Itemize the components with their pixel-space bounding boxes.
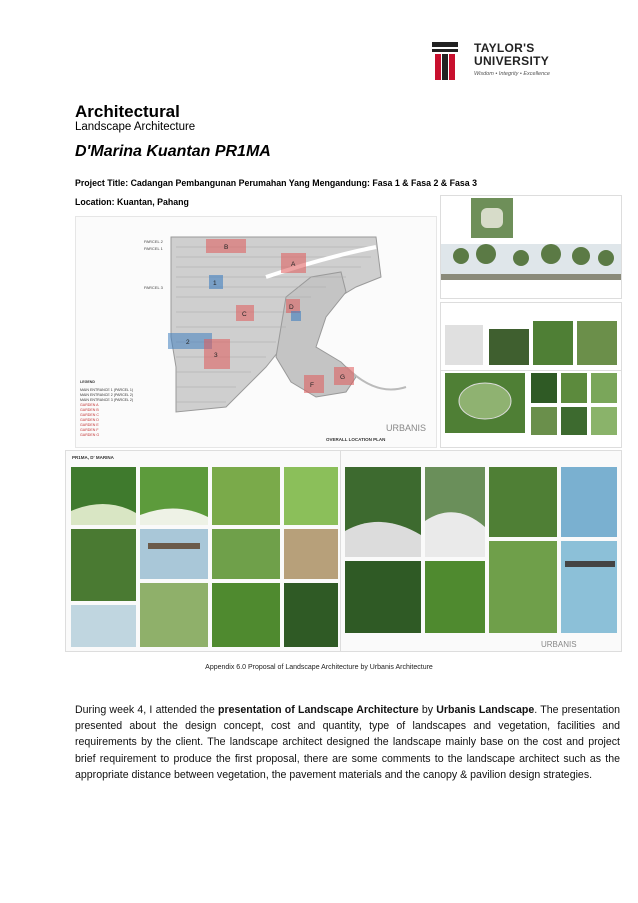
- legend-item: GARDEN G: [80, 433, 100, 437]
- parcel-label: PARCEL 1: [144, 246, 163, 251]
- logo-line-2: UNIVERSITY: [474, 54, 550, 68]
- parcel-label: PARCEL 2: [144, 239, 163, 244]
- legend-item: GARDEN B: [80, 408, 99, 412]
- project-name: D'Marina Kuantan PR1MA: [75, 143, 271, 160]
- project-location: Location: Kuantan, Pahang: [75, 197, 189, 207]
- zone-label: C: [242, 311, 247, 318]
- plan-title: OVERALL LOCATION PLAN: [326, 437, 386, 442]
- zone-label: D: [289, 304, 294, 311]
- logo-tagline: Wisdom • Integrity • Excellence: [474, 71, 550, 77]
- section-title: Architectural: [75, 102, 180, 121]
- zone-label: F: [310, 382, 314, 389]
- legend-item: GARDEN C: [80, 413, 99, 417]
- emphasis-presentation: presentation of Landscape Architecture: [218, 704, 419, 716]
- landscape-collage-right: [340, 450, 622, 652]
- landscape-collage-left: [65, 450, 342, 652]
- zone-label: 3: [214, 352, 218, 359]
- zone-label: B: [224, 244, 229, 251]
- legend-item: MAIN ENTRANCE 2 (PARCEL 2): [80, 393, 134, 397]
- legend-item: GARDEN E: [80, 423, 99, 427]
- zone-label: A: [291, 261, 296, 268]
- legend-item: GARDEN A: [80, 403, 99, 407]
- zone-label: G: [340, 374, 346, 381]
- body-paragraph: During week 4, I attended the presentation of Landscape Architecture by Urbanis Landscape. The presentation presented about the design concept, cost and quantity, type of landscapes and vegetation, facilities and requirements by the client. The landscape architect designed the landscape mainly base on the cost and project brief requirement to produce the first proposal, there are some comments to the landscape architect such as the appropriate distance between vegetation, the pavement materials and the canopy & pavilion design strategies.: [75, 704, 621, 781]
- legend-title: LEGEND: [80, 380, 95, 384]
- university-crest-icon: [432, 42, 458, 82]
- site-plan-image: [75, 216, 437, 448]
- legend-item: MAIN ENTRANCE 1 (PARCEL 1): [80, 388, 134, 392]
- section-subtitle: Landscape Architecture: [75, 121, 196, 133]
- emphasis-urbanis: Urbanis Landscape: [436, 704, 535, 716]
- zone-label: 1: [213, 280, 217, 287]
- landscape-detail-image: [440, 302, 622, 372]
- project-title: Project Title: Cadangan Pembangunan Perumahan Yang Mengandung: Fasa 1 & Fasa 2 & Fasa 3: [75, 178, 477, 188]
- parcel-label: PARCEL 3: [144, 285, 163, 290]
- site-plan-drawing: [76, 217, 436, 447]
- collage-title: PR1MA, D' MARINA: [72, 455, 114, 460]
- figure-caption: Appendix 6.0 Proposal of Landscape Architecture by Urbanis Architecture: [205, 664, 433, 671]
- landscape-section-image: [440, 195, 622, 299]
- garden-plan-image: [440, 370, 622, 448]
- legend-item: GARDEN D: [80, 418, 99, 422]
- zone-label: 2: [186, 339, 190, 346]
- legend-item: GARDEN F: [80, 428, 99, 432]
- brand-mark: URBANIS: [541, 640, 577, 649]
- taylors-university-logo: [432, 40, 567, 86]
- logo-line-1: TAYLOR'S: [474, 41, 535, 55]
- legend-item: MAIN ENTRANCE 3 (PARCEL 2): [80, 398, 134, 402]
- brand-mark: URBANIS: [386, 423, 427, 433]
